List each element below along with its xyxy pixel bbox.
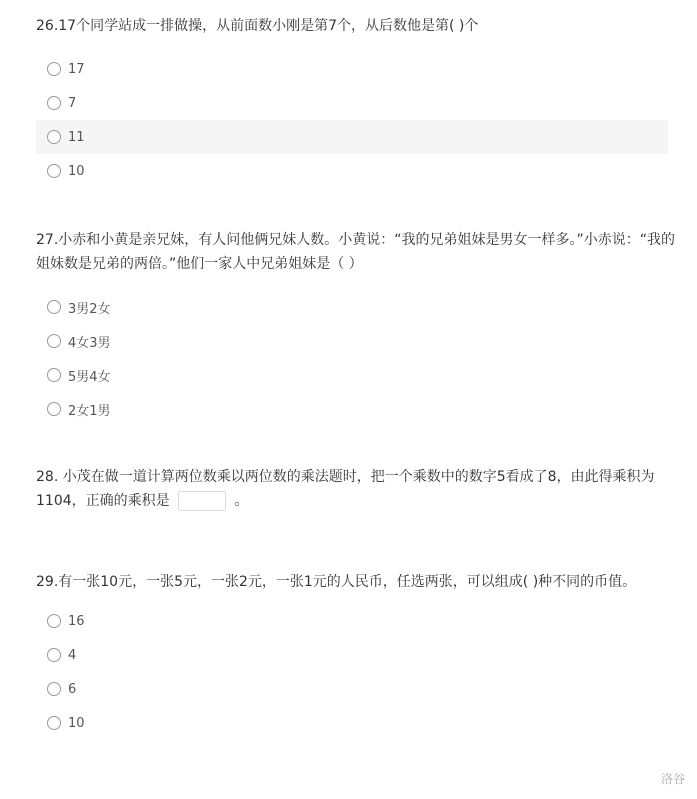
- question-26-title: 26.17个同学站成一排做操，从前面数小刚是第7个，从后数他是第( )个: [36, 18, 479, 34]
- option-27-b[interactable]: [36, 324, 676, 358]
- radio-icon[interactable]: [47, 96, 61, 110]
- question-26-options: [36, 52, 676, 188]
- option-27-d[interactable]: [36, 392, 676, 426]
- option-29-a[interactable]: [36, 604, 676, 638]
- option-29-c[interactable]: [36, 672, 676, 706]
- radio-icon[interactable]: [47, 648, 61, 662]
- radio-icon[interactable]: [47, 334, 61, 348]
- question-28-text-end: 。: [234, 493, 249, 509]
- option-label: 11: [68, 129, 85, 145]
- question-27-options: [36, 290, 676, 426]
- option-label: 10: [68, 715, 85, 731]
- radio-icon[interactable]: [47, 716, 61, 730]
- option-label: 10: [68, 163, 85, 179]
- option-29-b[interactable]: [36, 638, 676, 672]
- question-28-text: 28. 小茂在做一道计算两位数乘以两位数的乘法题时，把一个乘数中的数字5看成了8，由此得乘积为1104，正确的乘积是: [36, 469, 655, 509]
- question-27-title: 27.小赤和小黄是亲兄妹，有人问他俩兄妹人数。小黄说：“我的兄弟姐妹是男女一样多。”小赤说：“我的姐妹数是兄弟的两倍。”他们一家人中兄弟姐妹是（ ）: [36, 232, 676, 272]
- radio-icon[interactable]: [47, 402, 61, 416]
- radio-icon[interactable]: [47, 62, 61, 76]
- question-28: [36, 465, 676, 513]
- option-27-c[interactable]: [36, 358, 676, 392]
- option-label: 4: [68, 647, 77, 663]
- option-26-a[interactable]: [36, 52, 676, 86]
- option-label: 16: [68, 613, 85, 629]
- radio-icon[interactable]: [47, 368, 61, 382]
- radio-icon[interactable]: [47, 682, 61, 696]
- option-label: 3男2女: [68, 301, 111, 317]
- question-26: [36, 14, 676, 188]
- option-26-d[interactable]: [36, 154, 676, 188]
- question-27: [36, 228, 676, 426]
- option-label: 6: [68, 681, 77, 697]
- option-label: 7: [68, 95, 77, 111]
- option-27-a[interactable]: [36, 290, 676, 324]
- option-26-c[interactable]: [36, 120, 668, 154]
- option-29-d[interactable]: [36, 706, 676, 740]
- option-label: 4女3男: [68, 335, 111, 351]
- question-29: [36, 570, 676, 740]
- radio-icon[interactable]: [47, 300, 61, 314]
- watermark-text: 洛谷: [660, 772, 685, 786]
- option-26-b[interactable]: [36, 86, 676, 120]
- question-28-title: [36, 465, 676, 513]
- option-label: 2女1男: [68, 403, 111, 419]
- radio-icon[interactable]: [47, 130, 61, 144]
- answer-blank-input[interactable]: [178, 491, 226, 511]
- question-29-options: [36, 604, 676, 740]
- question-29-title: 29.有一张10元，一张5元，一张2元，一张1元的人民币，任选两张，可以组成( )种不同的币值。: [36, 574, 637, 590]
- radio-icon[interactable]: [47, 164, 61, 178]
- option-label: 5男4女: [68, 369, 111, 385]
- option-label: 17: [68, 61, 85, 77]
- radio-icon[interactable]: [47, 614, 61, 628]
